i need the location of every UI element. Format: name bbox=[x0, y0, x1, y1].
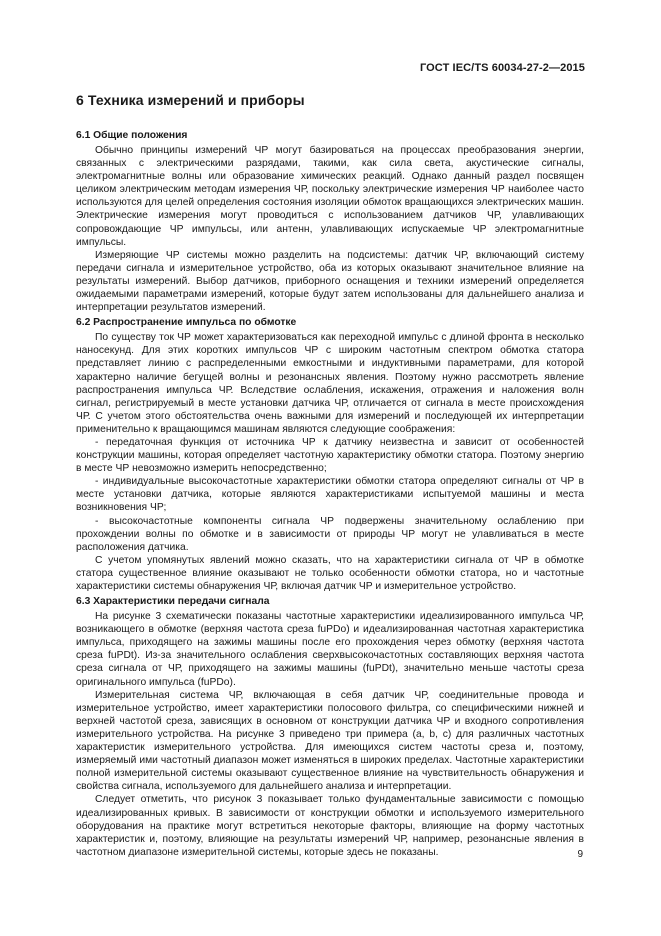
subsection-heading: 6.2 Распространение импульса по обмотке bbox=[76, 317, 297, 329]
paragraph: На рисунке 3 схематически показаны частотные характеристики идеализированного импульса ЧР, возникающего в обмотке (верхняя частота среза fuPDo) и идеализированная частотная характеристика импульса, приходящего на зажимы машины после его прохождения через обмотку (верхняя частота среза fuPDt). Из-за значительного ослабления сверхвысокочастотных составляющих верхняя частота среза сигнала от ЧР, приходящего на зажимы машины (fuPDt), значительно меньше частоты среза оригинального импульса (fuPDo). bbox=[76, 611, 584, 688]
document-code: ГОСТ IEC/TS 60034-27-2—2015 bbox=[419, 62, 585, 74]
list-item: - высокочастотные компоненты сигнала ЧР подвержены значительному ослаблению при прохождении волны по обмотке и в зависимости от природы ЧР могут не улавливаться в месте расположения датчика. bbox=[76, 515, 584, 553]
section-title: 6 Техника измерений и приборы bbox=[76, 92, 305, 108]
list-item: - передаточная функция от источника ЧР к датчику неизвестна и зависит от особенностей конструкции машины, которая определяет частотную характеристику обмотки статора. Поэтому энергию в месте ЧР невозможно измерить непосредственно; bbox=[76, 436, 584, 475]
subsection-6-3 bbox=[76, 596, 584, 859]
page-header bbox=[420, 62, 585, 74]
list-item: - индивидуальные высокочастотные характеристики обмотки статора определяют сигналы от ЧР в месте установки датчика, которые являются характеристиками испытуемой машины и места возникновения ЧР; bbox=[76, 476, 584, 514]
paragraph: Измеряющие ЧР системы можно разделить на подсистемы: датчик ЧР, включающий систему передачи сигнала и измерительное устройство, оба из которых оказывают значительное влияние на результаты измерений. Выбор датчиков, приборного оснащения и техники измерений определяется ожидаемыми параметрами измерений, которые будут затем использованы для дальнейшего анализа и интерпретации результатов измерений. bbox=[76, 249, 584, 314]
subsection-6-2 bbox=[76, 317, 584, 593]
subsection-heading: 6.1 Общие положения bbox=[76, 130, 188, 141]
paragraph: Измерительная система ЧР, включающая в себя датчик ЧР, соединительные провода и измерительное устройство, имеет характеристики полосового фильтра, со специфическими нижней и верхней частотой среза, зависящих в основном от конструкции датчика ЧР и входного сопротивления измерительного устройства. На рисунке 3 приведено три примера (a, b, c) для различных частотных характеристик измерительного устройства. Для имеющихся систем частоты среза и, поэтому, измеряемый ими частотный диапазон может изменяться в широких пределах. Частотные характеристики полной измерительной системы оказывают существенное влияние на чувствительность обнаружения и свойства сигнала, используемого для дальнейшего анализа и интерпретации. bbox=[76, 689, 584, 793]
paragraph: По существу ток ЧР может характеризоваться как переходной импульс с длиной фронта в несколько наносекунд. Для этих коротких импульсов ЧР с широким частотным спектром обмотка статора представляет линию с распределенными емкостными и индуктивными параметрами, для которой характерно наличие бегущей волны и резонансных явления. Поэтому нужно рассмотреть явление распространения импульса ЧР. Вследствие ослабления, искажения, отражения и наложения волн сигнал, регистрируемый в месте установки датчика ЧР, отличается от сигнала в месте происхождения ЧР. С учетом этого обстоятельства очень важными для измерений и последующей их интерпретации применительно к вращающимся машинам являются следующие соображения: bbox=[76, 332, 584, 435]
paragraph: Следует отметить, что рисунок 3 показывает только фундаментальные зависимости с помощью идеализированных кривых. В зависимости от конструкции обмотки и используемого измерительного оборудования на практике могут встретиться некоторые факторы, влияющие на форму частотных характеристик и, поэтому, влияющие на результаты измерений ЧР, например, резонансные явления в частотном диапазоне измерительной системы, которые здесь не показаны. bbox=[76, 794, 584, 858]
page-number: 9 bbox=[577, 849, 583, 860]
paragraph: С учетом упомянутых явлений можно сказать, что на характеристики сигнала от ЧР в обмотке статора существенное влияние оказывают не только особенности обмотки статора, но и частотные характеристики системы обнаружения ЧР, включая датчик ЧР и измерительное устройство. bbox=[76, 554, 584, 592]
subsection-heading: 6.3 Характеристики передачи сигнала bbox=[76, 596, 270, 608]
page-content bbox=[76, 92, 584, 862]
paragraph: Обычно принципы измерений ЧР могут базироваться на процессах преобразования энергии, связанных с электрическими разрядами, такими, как сила света, акустические сигналы, электромагнитные волны или образование химических реакций. Однако данный раздел посвящен целиком электрическим методам измерения ЧР, поскольку электрические измерения ЧР наиболее часто используются для целей определения состояния изоляции обмоток вращающихся электрических машин. Электрические измерения могут проводиться с использованием датчиков ЧР, улавливающих сопровождающие ЧР импульсы, или антенн, улавливающих испускаемые ЧР электромагнитные импульсы. bbox=[76, 145, 584, 248]
subsection-6-1 bbox=[76, 130, 584, 314]
